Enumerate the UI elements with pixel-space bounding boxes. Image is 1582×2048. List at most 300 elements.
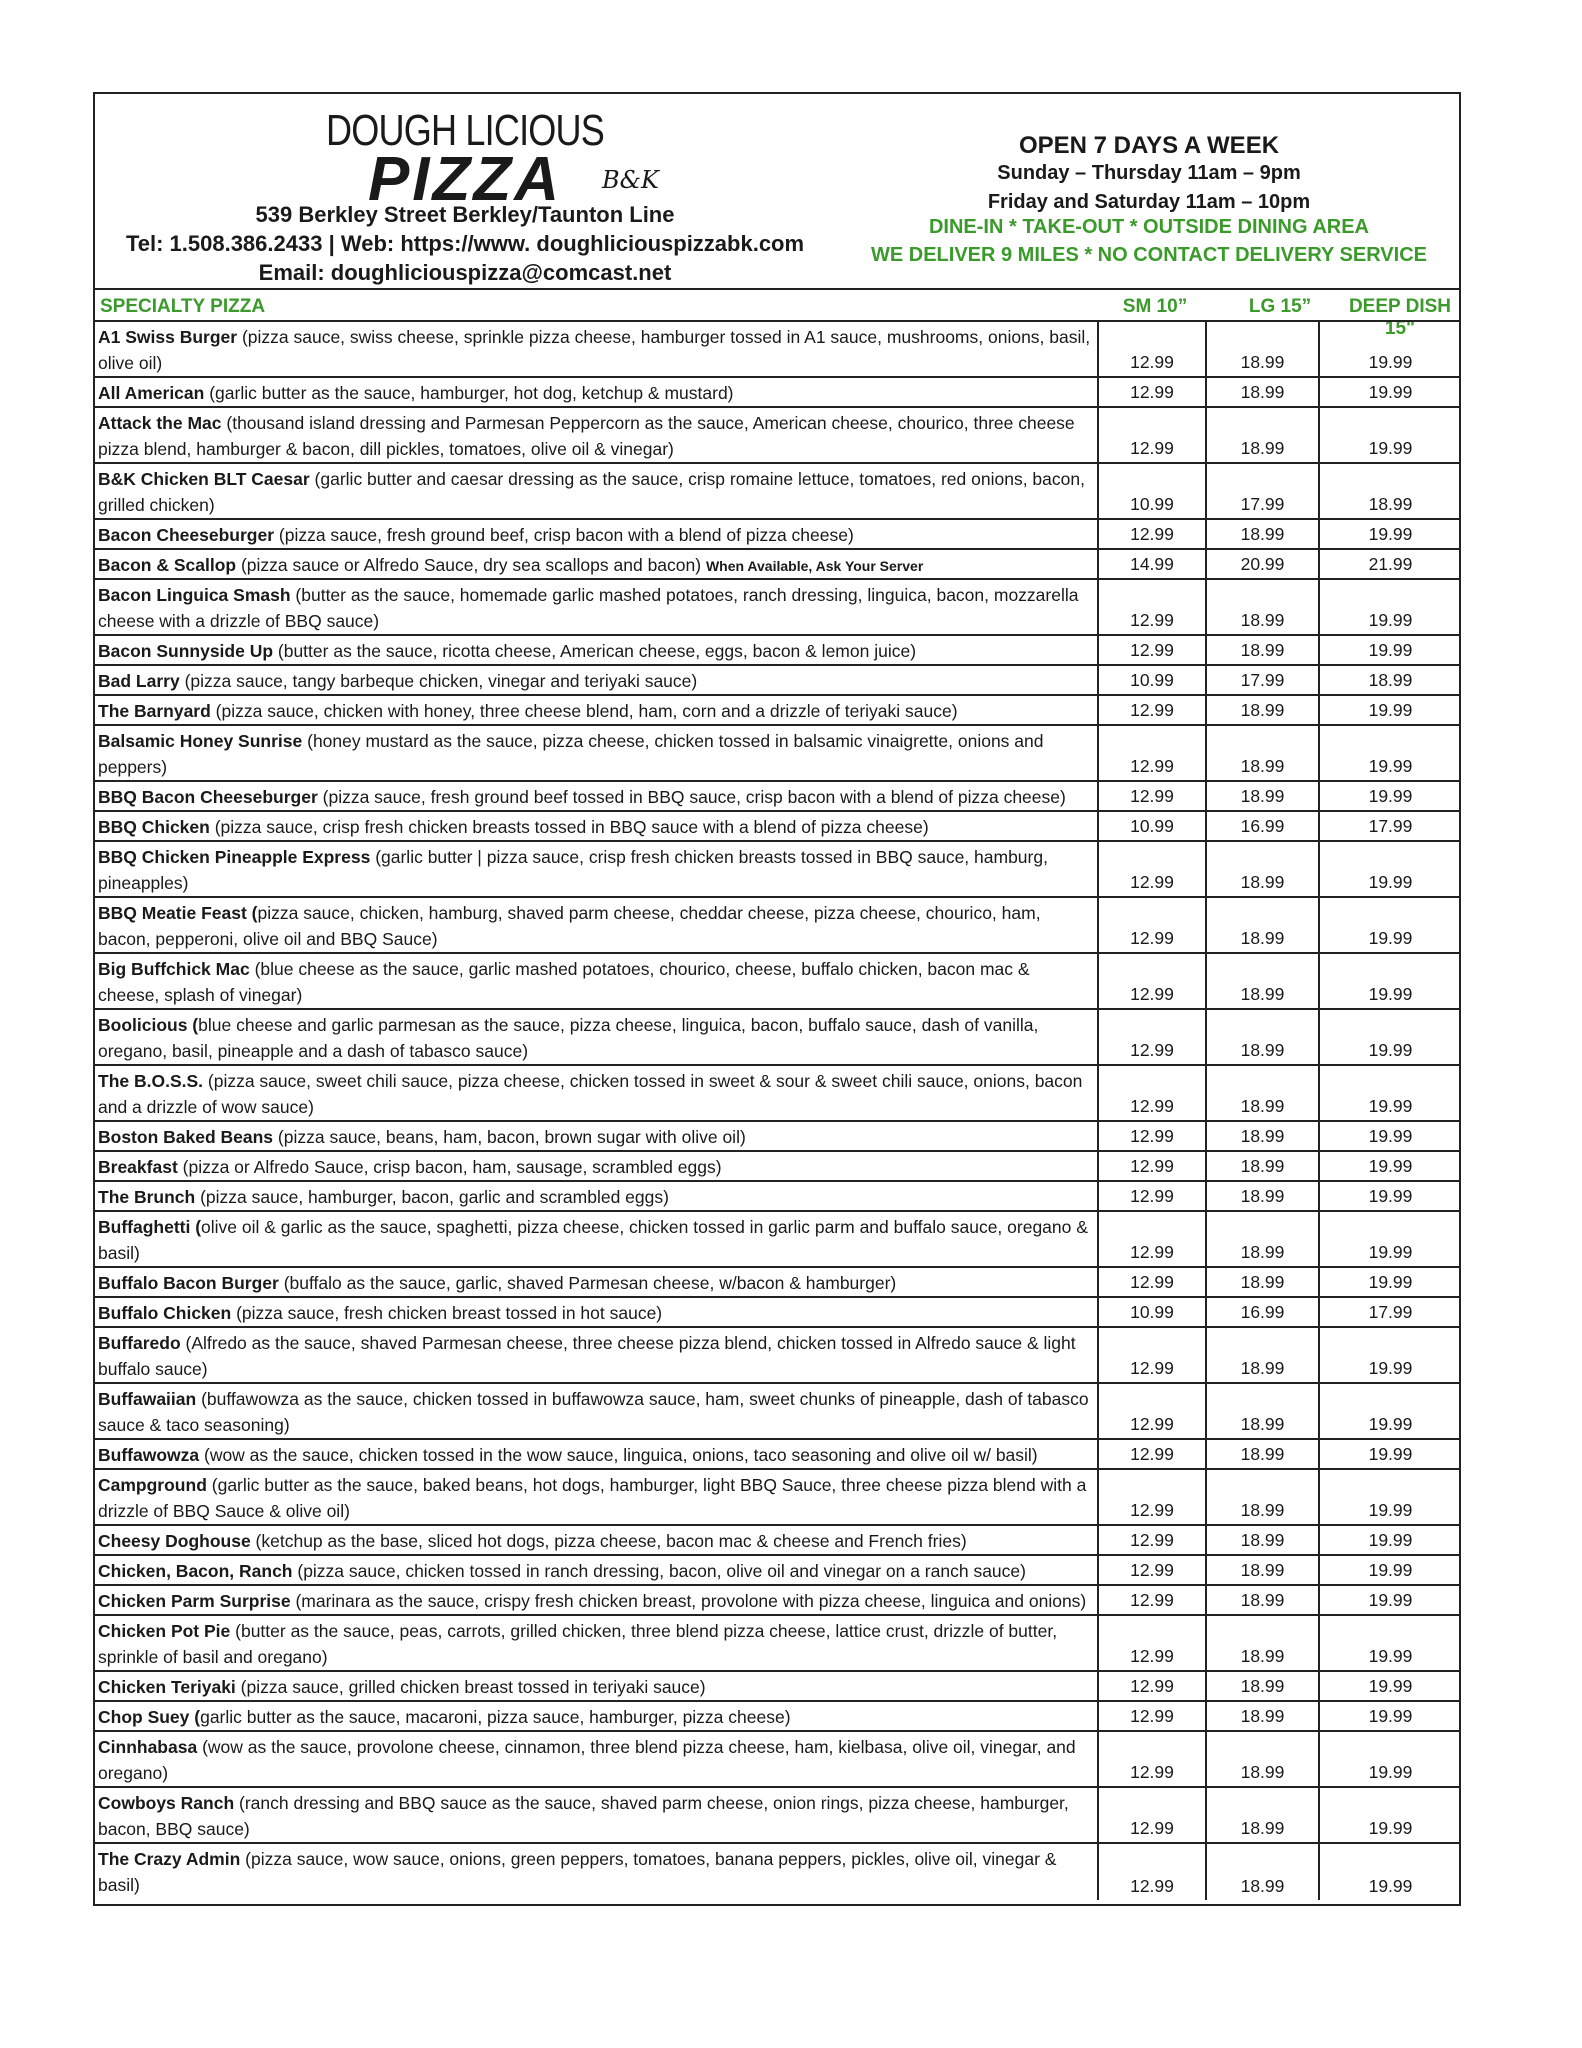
price-large: 18.99 xyxy=(1240,1560,1285,1580)
price-large-cell xyxy=(1205,666,1318,694)
price-small: 12.99 xyxy=(1130,610,1174,630)
price-deep-dish: 19.99 xyxy=(1368,1126,1413,1146)
price-deep-dish-cell xyxy=(1318,1470,1461,1524)
price-deep-dish: 19.99 xyxy=(1368,1242,1413,1262)
price-deep-dish-cell xyxy=(1318,1328,1461,1382)
item-name: Buffaghetti ( xyxy=(98,1217,202,1237)
item-name: Buffawowza xyxy=(98,1445,200,1465)
item-description xyxy=(98,1734,1093,1786)
price-deep-dish: 19.99 xyxy=(1368,1560,1413,1580)
table-row xyxy=(95,1298,1459,1328)
price-small: 12.99 xyxy=(1130,1358,1174,1378)
price-small: 12.99 xyxy=(1130,1706,1174,1726)
price-small: 12.99 xyxy=(1130,1876,1174,1896)
item-description xyxy=(98,668,1093,694)
price-large-cell xyxy=(1205,954,1318,1008)
table-row xyxy=(95,1152,1459,1182)
item-description xyxy=(98,1154,1093,1180)
column-header-large: LG 15” xyxy=(1248,296,1312,317)
price-deep-dish: 19.99 xyxy=(1368,1096,1413,1116)
price-deep-dish-cell xyxy=(1318,1702,1461,1730)
price-large-cell xyxy=(1205,1212,1318,1266)
table-row xyxy=(95,812,1459,842)
price-large: 18.99 xyxy=(1240,438,1285,458)
price-small: 12.99 xyxy=(1130,1156,1174,1176)
item-name: Buffalo Chicken xyxy=(98,1303,232,1323)
price-large: 18.99 xyxy=(1240,382,1285,402)
price-deep-dish: 19.99 xyxy=(1368,1706,1413,1726)
item-description xyxy=(98,1704,1093,1730)
price-small: 10.99 xyxy=(1130,494,1174,514)
price-large: 16.99 xyxy=(1240,1302,1285,1322)
table-row xyxy=(95,954,1459,1010)
item-ingredients: (wow as the sauce, provolone cheese, cinnamon, three blend pizza cheese, ham, kielbasa, olive oil, vinegar, and oregano) xyxy=(98,1737,1076,1783)
price-large-cell xyxy=(1205,1152,1318,1180)
table-row xyxy=(95,520,1459,550)
price-small-cell xyxy=(1097,1470,1205,1524)
price-large: 18.99 xyxy=(1240,1040,1285,1060)
price-deep-dish: 19.99 xyxy=(1368,1040,1413,1060)
table-row xyxy=(95,322,1459,378)
price-large: 18.99 xyxy=(1240,984,1285,1004)
item-ingredients: (thousand island dressing and Parmesan Peppercorn as the sauce, American cheese, chourico, three cheese pizza blend, hamburger & bacon, dill pickles, tomatoes, olive oil & vinegar) xyxy=(98,413,1075,459)
item-ingredients: (pizza sauce, fresh ground beef, crisp bacon with a blend of pizza cheese) xyxy=(274,525,854,545)
price-deep-dish: 19.99 xyxy=(1368,438,1413,458)
price-small: 12.99 xyxy=(1130,1818,1174,1838)
item-name: Boolicious ( xyxy=(98,1015,199,1035)
item-description xyxy=(98,582,1093,634)
price-large-cell xyxy=(1205,1298,1318,1326)
price-large-cell xyxy=(1205,1586,1318,1614)
price-small: 12.99 xyxy=(1130,1530,1174,1550)
price-small-cell xyxy=(1097,1152,1205,1180)
price-deep-dish-cell xyxy=(1318,1122,1461,1150)
price-large: 18.99 xyxy=(1240,700,1285,720)
item-description xyxy=(98,466,1093,518)
price-large: 18.99 xyxy=(1240,786,1285,806)
price-deep-dish: 19.99 xyxy=(1368,786,1413,806)
price-deep-dish: 19.99 xyxy=(1368,1646,1413,1666)
price-large-cell xyxy=(1205,1732,1318,1786)
item-name: Chicken Pot Pie xyxy=(98,1621,231,1641)
table-row xyxy=(95,1268,1459,1298)
price-deep-dish: 19.99 xyxy=(1368,382,1413,402)
price-small-cell xyxy=(1097,636,1205,664)
price-deep-dish: 18.99 xyxy=(1368,670,1413,690)
item-ingredients: (pizza sauce, chicken tossed in ranch dressing, bacon, olive oil and vinegar on a ranch sauce) xyxy=(292,1561,1026,1581)
item-description xyxy=(98,1184,1093,1210)
price-small-cell xyxy=(1097,954,1205,1008)
price-small-cell xyxy=(1097,550,1205,578)
price-small: 12.99 xyxy=(1130,1096,1174,1116)
section-title: SPECIALTY PIZZA xyxy=(100,296,266,317)
price-deep-dish-cell xyxy=(1318,812,1461,840)
item-ingredients: (pizza sauce, wow sauce, onions, green peppers, tomatoes, banana peppers, pickles, olive oil, vinegar & basil) xyxy=(98,1849,1057,1895)
price-large-cell xyxy=(1205,1672,1318,1700)
brand-name-line2: PIZZA xyxy=(367,145,563,214)
price-deep-dish-cell xyxy=(1318,666,1461,694)
price-small: 12.99 xyxy=(1130,382,1174,402)
price-small: 12.99 xyxy=(1130,438,1174,458)
item-description xyxy=(98,1588,1093,1614)
item-description xyxy=(98,1472,1093,1524)
price-deep-dish: 19.99 xyxy=(1368,640,1413,660)
price-deep-dish-cell xyxy=(1318,636,1461,664)
item-name: Attack the Mac xyxy=(98,413,222,433)
price-small-cell xyxy=(1097,1844,1205,1900)
table-row xyxy=(95,1788,1459,1844)
price-large: 18.99 xyxy=(1240,1444,1285,1464)
item-name: Breakfast xyxy=(98,1157,178,1177)
price-small: 14.99 xyxy=(1130,554,1174,574)
price-small: 12.99 xyxy=(1130,1444,1174,1464)
price-large: 18.99 xyxy=(1240,1358,1285,1378)
price-deep-dish: 19.99 xyxy=(1368,1358,1413,1378)
price-small: 12.99 xyxy=(1130,1242,1174,1262)
price-deep-dish-cell xyxy=(1318,782,1461,810)
price-deep-dish-cell xyxy=(1318,1556,1461,1584)
price-small-cell xyxy=(1097,1268,1205,1296)
price-small: 12.99 xyxy=(1130,352,1174,372)
price-deep-dish-cell xyxy=(1318,898,1461,952)
item-ingredients: (buffalo as the sauce, garlic, shaved Parmesan cheese, w/bacon & hamburger) xyxy=(278,1273,897,1293)
price-small: 12.99 xyxy=(1130,1560,1174,1580)
item-ingredients: (pizza sauce or Alfredo Sauce, dry sea scallops and bacon) xyxy=(236,555,706,575)
item-name: Buffaredo xyxy=(98,1333,181,1353)
item-ingredients: (pizza sauce, hamburger, bacon, garlic and scrambled eggs) xyxy=(195,1187,669,1207)
price-deep-dish-cell xyxy=(1318,1788,1461,1842)
item-description xyxy=(98,638,1093,664)
price-small-cell xyxy=(1097,666,1205,694)
price-large: 18.99 xyxy=(1240,1676,1285,1696)
menu-header xyxy=(95,94,1459,290)
price-deep-dish: 19.99 xyxy=(1368,1444,1413,1464)
table-row xyxy=(95,1526,1459,1556)
item-ingredients: olive oil & garlic as the sauce, spaghetti, pizza cheese, chicken tossed in garlic parm and buffalo sauce, oregano & basil) xyxy=(98,1217,1088,1263)
price-large-cell xyxy=(1205,464,1318,518)
table-row xyxy=(95,1702,1459,1732)
price-large: 18.99 xyxy=(1240,756,1285,776)
table-row xyxy=(95,1066,1459,1122)
price-deep-dish-cell xyxy=(1318,464,1461,518)
price-deep-dish-cell xyxy=(1318,1384,1461,1438)
price-deep-dish: 19.99 xyxy=(1368,1500,1413,1520)
price-large: 18.99 xyxy=(1240,872,1285,892)
price-small-cell xyxy=(1097,1526,1205,1554)
delivery-line: WE DELIVER 9 MILES * NO CONTACT DELIVERY SERVICE xyxy=(870,244,1427,266)
item-description xyxy=(98,728,1093,780)
price-large: 18.99 xyxy=(1240,1414,1285,1434)
price-deep-dish: 18.99 xyxy=(1368,494,1413,514)
price-small-cell xyxy=(1097,1212,1205,1266)
price-small-cell xyxy=(1097,1788,1205,1842)
price-large-cell xyxy=(1205,378,1318,406)
table-row xyxy=(95,1844,1459,1900)
item-ingredients: (pizza sauce, crisp fresh chicken breasts tossed in BBQ sauce with a blend of pizza cheese) xyxy=(209,817,929,837)
price-small: 12.99 xyxy=(1130,1040,1174,1060)
price-small: 10.99 xyxy=(1130,670,1174,690)
item-ingredients: (butter as the sauce, peas, carrots, grilled chicken, three blend pizza cheese, lattice crust, drizzle of butter, sprinkle of basil and oregano) xyxy=(98,1621,1058,1667)
price-deep-dish-cell xyxy=(1318,1212,1461,1266)
item-description xyxy=(98,1012,1093,1064)
price-deep-dish: 17.99 xyxy=(1368,1302,1413,1322)
table-row xyxy=(95,898,1459,954)
address-line: 539 Berkley Street Berkley/Taunton Line xyxy=(255,202,675,227)
price-deep-dish: 19.99 xyxy=(1368,524,1413,544)
price-small: 10.99 xyxy=(1130,1302,1174,1322)
price-large: 18.99 xyxy=(1240,1590,1285,1610)
price-deep-dish: 19.99 xyxy=(1368,1530,1413,1550)
item-description xyxy=(98,1386,1093,1438)
item-ingredients: blue cheese and garlic parmesan as the sauce, pizza cheese, linguica, bacon, buffalo sauce, dash of vanilla, oregano, basil, pineapple and a dash of tabasco sauce) xyxy=(98,1015,1039,1061)
price-large: 18.99 xyxy=(1240,1500,1285,1520)
price-small: 12.99 xyxy=(1130,1762,1174,1782)
price-deep-dish: 19.99 xyxy=(1368,700,1413,720)
price-deep-dish-cell xyxy=(1318,954,1461,1008)
price-small-cell xyxy=(1097,1616,1205,1670)
price-large-cell xyxy=(1205,1122,1318,1150)
item-name: Chop Suey ( xyxy=(98,1707,201,1727)
price-small: 12.99 xyxy=(1130,1500,1174,1520)
item-ingredients: (garlic butter | pizza sauce, crisp fresh chicken breasts tossed in BBQ sauce, hamburg, pineapples) xyxy=(98,847,1048,893)
price-small-cell xyxy=(1097,322,1205,376)
price-large-cell xyxy=(1205,782,1318,810)
price-deep-dish: 19.99 xyxy=(1368,1272,1413,1292)
table-row xyxy=(95,696,1459,726)
table-row xyxy=(95,408,1459,464)
price-large: 18.99 xyxy=(1240,1530,1285,1550)
item-name: The Brunch xyxy=(98,1187,196,1207)
price-small-cell xyxy=(1097,1298,1205,1326)
item-name: BBQ Chicken Pineapple Express xyxy=(98,847,371,867)
table-row xyxy=(95,378,1459,408)
item-ingredients: (pizza sauce, swiss cheese, sprinkle pizza cheese, hamburger tossed in A1 sauce, mushrooms, onions, basil, olive oil) xyxy=(98,327,1091,373)
item-name: Chicken Parm Surprise xyxy=(98,1591,291,1611)
item-note: When Available, Ask Your Server xyxy=(705,558,924,574)
price-small: 12.99 xyxy=(1130,1646,1174,1666)
price-small: 12.99 xyxy=(1130,640,1174,660)
price-large-cell xyxy=(1205,726,1318,780)
table-row xyxy=(95,1470,1459,1526)
hours-weekday: Sunday – Thursday 11am – 9pm xyxy=(997,162,1301,184)
open-days: OPEN 7 DAYS A WEEK xyxy=(1018,132,1280,159)
price-large: 18.99 xyxy=(1240,1272,1285,1292)
table-row xyxy=(95,782,1459,812)
price-small: 12.99 xyxy=(1130,984,1174,1004)
table-row xyxy=(95,464,1459,520)
item-name: Cowboys Ranch xyxy=(98,1793,235,1813)
hours-weekend: Friday and Saturday 11am – 10pm xyxy=(987,191,1311,213)
price-large-cell xyxy=(1205,1526,1318,1554)
price-deep-dish-cell xyxy=(1318,322,1461,376)
table-row xyxy=(95,1732,1459,1788)
price-deep-dish-cell xyxy=(1318,1732,1461,1786)
price-deep-dish-cell xyxy=(1318,1298,1461,1326)
price-large: 18.99 xyxy=(1240,1706,1285,1726)
price-large-cell xyxy=(1205,322,1318,376)
item-ingredients: pizza sauce, chicken, hamburg, shaved parm cheese, cheddar cheese, pizza cheese, chourico, ham, bacon, pepperoni, olive oil and BBQ Sauce) xyxy=(98,903,1041,949)
price-deep-dish-cell xyxy=(1318,726,1461,780)
price-small-cell xyxy=(1097,1440,1205,1468)
menu-table xyxy=(95,320,1459,1900)
item-ingredients: (buffawowza as the sauce, chicken tossed in buffawowza sauce, ham, sweet chunks of pineapple, dash of tabasco sauce & taco seasoning) xyxy=(98,1389,1089,1435)
price-small-cell xyxy=(1097,1672,1205,1700)
table-row xyxy=(95,1672,1459,1702)
item-ingredients: (marinara as the sauce, crispy fresh chicken breast, provolone with pizza cheese, linguica and onions) xyxy=(290,1591,1087,1611)
item-description xyxy=(98,1790,1093,1842)
price-small: 12.99 xyxy=(1130,1186,1174,1206)
price-deep-dish-cell xyxy=(1318,1672,1461,1700)
item-description xyxy=(98,552,1093,579)
price-large: 17.99 xyxy=(1240,670,1285,690)
price-large-cell xyxy=(1205,1470,1318,1524)
item-description xyxy=(98,956,1093,1008)
item-ingredients: (pizza sauce, grilled chicken breast tossed in teriyaki sauce) xyxy=(235,1677,706,1697)
item-description xyxy=(98,698,1093,724)
price-large-cell xyxy=(1205,898,1318,952)
price-deep-dish-cell xyxy=(1318,580,1461,634)
item-ingredients: (butter as the sauce, homemade garlic mashed potatoes, ranch dressing, linguica, bacon, mozzarella cheese with a drizzle of BBQ sauce) xyxy=(98,585,1079,631)
price-small-cell xyxy=(1097,520,1205,548)
item-name: All American xyxy=(98,383,205,403)
price-large: 18.99 xyxy=(1240,1156,1285,1176)
price-large-cell xyxy=(1205,1066,1318,1120)
price-deep-dish-cell xyxy=(1318,1586,1461,1614)
price-small-cell xyxy=(1097,408,1205,462)
price-deep-dish-cell xyxy=(1318,550,1461,578)
item-name: Cheesy Doghouse xyxy=(98,1531,251,1551)
price-large: 18.99 xyxy=(1240,1126,1285,1146)
price-large-cell xyxy=(1205,1702,1318,1730)
item-description xyxy=(98,900,1093,952)
item-ingredients: (garlic butter and caesar dressing as the sauce, crisp romaine lettuce, tomatoes, red onions, bacon, grilled chicken) xyxy=(98,469,1085,515)
item-description xyxy=(98,1618,1093,1670)
item-description xyxy=(98,784,1093,810)
price-deep-dish: 19.99 xyxy=(1368,1590,1413,1610)
item-name: BBQ Chicken xyxy=(98,817,210,837)
item-ingredients: (garlic butter as the sauce, hamburger, hot dog, ketchup & mustard) xyxy=(204,383,734,403)
price-deep-dish-cell xyxy=(1318,1010,1461,1064)
table-row xyxy=(95,1010,1459,1066)
item-ingredients: (ketchup as the base, sliced hot dogs, pizza cheese, bacon mac & cheese and French fries) xyxy=(250,1531,967,1551)
price-deep-dish-cell xyxy=(1318,1066,1461,1120)
item-description xyxy=(98,1270,1093,1296)
price-large-cell xyxy=(1205,408,1318,462)
price-small-cell xyxy=(1097,726,1205,780)
item-name: Big Buffchick Mac xyxy=(98,959,250,979)
price-large: 18.99 xyxy=(1240,1242,1285,1262)
item-name: Buffalo Bacon Burger xyxy=(98,1273,279,1293)
price-large-cell xyxy=(1205,696,1318,724)
item-name: Cinnhabasa xyxy=(98,1737,198,1757)
price-large-cell xyxy=(1205,1010,1318,1064)
price-small: 12.99 xyxy=(1130,1414,1174,1434)
item-description xyxy=(98,1442,1093,1468)
item-ingredients: (pizza sauce, tangy barbeque chicken, vinegar and teriyaki sauce) xyxy=(179,671,698,691)
price-small: 12.99 xyxy=(1130,1590,1174,1610)
price-small-cell xyxy=(1097,1732,1205,1786)
price-large: 18.99 xyxy=(1240,352,1285,372)
price-large: 18.99 xyxy=(1240,1876,1285,1896)
item-name: Bad Larry xyxy=(98,671,180,691)
item-name: Chicken, Bacon, Ranch xyxy=(98,1561,293,1581)
item-description xyxy=(98,1214,1093,1266)
table-row xyxy=(95,842,1459,898)
item-name: Buffawaiian xyxy=(98,1389,197,1409)
item-ingredients: (pizza sauce, fresh ground beef tossed in BBQ sauce, crisp bacon with a blend of pizza cheese) xyxy=(317,787,1066,807)
phone-web-line: Tel: 1.508.386.2433 | Web: https://www. doughliciouspizzabk.com xyxy=(125,231,805,256)
price-small: 12.99 xyxy=(1130,1126,1174,1146)
price-large-cell xyxy=(1205,550,1318,578)
price-large-cell xyxy=(1205,812,1318,840)
price-deep-dish: 19.99 xyxy=(1368,1762,1413,1782)
price-small-cell xyxy=(1097,1122,1205,1150)
item-name: Chicken Teriyaki xyxy=(98,1677,236,1697)
item-ingredients: (butter as the sauce, ricotta cheese, American cheese, eggs, bacon & lemon juice) xyxy=(273,641,917,661)
price-small-cell xyxy=(1097,1702,1205,1730)
item-ingredients: (pizza or Alfredo Sauce, crisp bacon, ham, sausage, scrambled eggs) xyxy=(177,1157,722,1177)
price-small-cell xyxy=(1097,464,1205,518)
price-large: 20.99 xyxy=(1240,554,1285,574)
price-deep-dish: 19.99 xyxy=(1368,984,1413,1004)
price-large-cell xyxy=(1205,1328,1318,1382)
price-deep-dish: 19.99 xyxy=(1368,1676,1413,1696)
price-large-cell xyxy=(1205,1384,1318,1438)
table-row xyxy=(95,726,1459,782)
price-small: 12.99 xyxy=(1130,524,1174,544)
item-name: B&K Chicken BLT Caesar xyxy=(98,469,310,489)
item-name: Bacon Linguica Smash xyxy=(98,585,291,605)
item-name: Bacon Sunnyside Up xyxy=(98,641,274,661)
price-large-cell xyxy=(1205,1788,1318,1842)
price-large: 18.99 xyxy=(1240,1186,1285,1206)
item-ingredients: (honey mustard as the sauce, pizza cheese, chicken tossed in balsamic vinaigrette, onions and peppers) xyxy=(98,731,1044,777)
price-small-cell xyxy=(1097,842,1205,896)
item-description xyxy=(98,380,1093,406)
table-row xyxy=(95,636,1459,666)
price-large: 18.99 xyxy=(1240,928,1285,948)
price-small: 12.99 xyxy=(1130,1676,1174,1696)
item-description xyxy=(98,1300,1093,1326)
price-small: 12.99 xyxy=(1130,928,1174,948)
item-ingredients: (pizza sauce, beans, ham, bacon, brown sugar with olive oil) xyxy=(273,1127,746,1147)
price-small-cell xyxy=(1097,580,1205,634)
price-large: 18.99 xyxy=(1240,640,1285,660)
price-small-cell xyxy=(1097,1182,1205,1210)
price-small-cell xyxy=(1097,1328,1205,1382)
table-row xyxy=(95,1616,1459,1672)
price-small: 12.99 xyxy=(1130,700,1174,720)
item-description xyxy=(98,522,1093,548)
price-small-cell xyxy=(1097,1066,1205,1120)
table-row xyxy=(95,580,1459,636)
item-name: Balsamic Honey Sunrise xyxy=(98,731,303,751)
item-ingredients: (Alfredo as the sauce, shaved Parmesan cheese, three cheese pizza blend, chicken tossed in Alfredo sauce & light buffalo sauce) xyxy=(98,1333,1076,1379)
price-deep-dish: 19.99 xyxy=(1368,352,1413,372)
table-row xyxy=(95,666,1459,696)
item-description xyxy=(98,1330,1093,1382)
price-deep-dish: 17.99 xyxy=(1368,816,1413,836)
price-small: 12.99 xyxy=(1130,786,1174,806)
item-ingredients: (wow as the sauce, chicken tossed in the wow sauce, linguica, onions, taco seasoning and olive oil w/ basil) xyxy=(199,1445,1038,1465)
item-name: A1 Swiss Burger xyxy=(98,327,238,347)
price-deep-dish: 19.99 xyxy=(1368,872,1413,892)
table-row xyxy=(95,1556,1459,1586)
price-small-cell xyxy=(1097,812,1205,840)
services-line: DINE-IN * TAKE-OUT * OUTSIDE DINING AREA xyxy=(928,216,1369,238)
price-deep-dish-cell xyxy=(1318,696,1461,724)
price-small-cell xyxy=(1097,696,1205,724)
